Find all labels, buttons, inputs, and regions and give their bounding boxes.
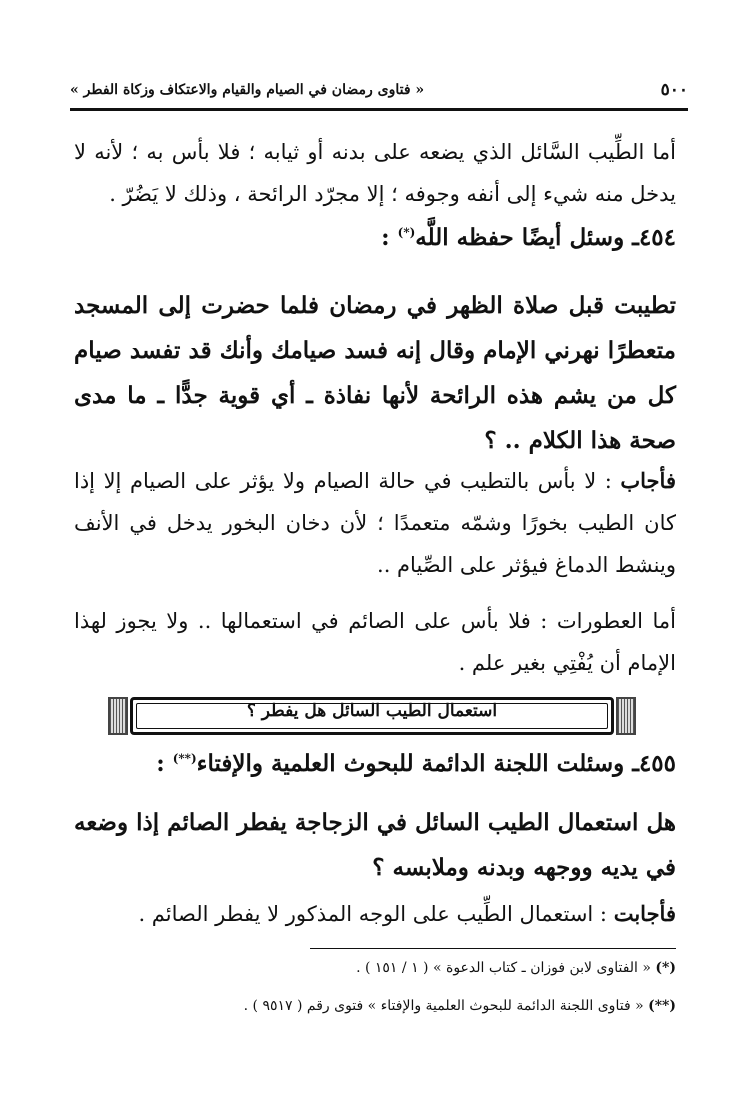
page-number: ٥٠٠ (660, 80, 688, 100)
section-banner (108, 697, 636, 731)
answer-454-text: : لا بأس بالتطيب في حالة الصيام ولا يؤثر على الصيام إلا إذا كان الطيب بخورًا وشمّه متعمدًا ؛ لأن دخان البخور يدخل في الأنف وينشط الدماغ فيؤثر على الصِّيام .. (74, 469, 676, 577)
answer-455-paragraph (74, 893, 676, 935)
footnote-ref-1[interactable]: (*) (397, 225, 416, 240)
intro-paragraph: أما الطِّيب السَّائل الذي يضعه على بدنه أو ثيابه ؛ فلا بأس به ؛ لأنه لا يدخل منه شيء إلى أنفه وجوفه ؛ إلا مجرّد الرائحة ، وذلك لا يَضُرّ . (74, 140, 676, 206)
footnote-2-marker: (**) (648, 998, 676, 1014)
question-454-text: تطيبت قبل صلاة الظهر في رمضان فلما حضرت إلى المسجد متعطرًا نهرني الإمام وقال إنه فسد صيامك وأنك قد تفسد صيام كل من يشم هذه الرائحة لأنها نفاذة ـ أي قوية جدًّا ـ ما مدى صحة هذا الكلام .. ؟ (74, 292, 676, 454)
footnote-1-marker: (*) (655, 960, 676, 976)
header-divider (70, 108, 688, 111)
footnote-2-text: « فتاوى اللجنة الدائمة للبحوث العلمية والإفتاء » فتوى رقم ( ٩٥١٧ ) . (243, 998, 644, 1014)
answer-454-lead: فأجاب (620, 468, 676, 493)
question-455-heading (156, 750, 676, 777)
answer-454-paragraph-2: أما العطورات : فلا بأس على الصائم في استعمالها .. ولا يجوز لهذا الإمام أن يُفْتِي بغير علم . (74, 609, 676, 675)
footnote-1 (356, 960, 676, 976)
question-454-colon: : (381, 224, 390, 251)
answer-454-paragraph (74, 460, 676, 586)
footnote-ref-2[interactable]: (**) (172, 751, 197, 766)
answer-455-text: : استعمال الطِّيب على الوجه المذكور لا يفطر الصائم . (138, 902, 608, 926)
footnote-divider (310, 948, 676, 949)
question-455-colon: : (156, 750, 165, 777)
question-455-number-title: ٤٥٥ـ وسئلت اللجنة الدائمة للبحوث العلمية والإفتاء (196, 750, 676, 777)
question-454-heading (381, 224, 676, 251)
running-title: « فتاوى رمضان في الصيام والقيام والاعتكاف وزكاة الفطر » (70, 82, 425, 98)
answer-455-lead: فأجابت (613, 901, 676, 926)
footnote-2 (244, 998, 676, 1014)
question-454-number-title: ٤٥٤ـ وسئل أيضًا حفظه اللَّه (415, 224, 676, 251)
page-header (70, 80, 688, 104)
question-455-text: هل استعمال الطيب السائل في الزجاجة يفطر الصائم إذا وضعه في يديه ووجهه وبدنه وملابسه ؟ (74, 809, 676, 881)
section-title: استعمال الطيب السائل هل يفطر ؟ (246, 701, 498, 721)
footnote-1-text: « الفتاوى لابن فوزان ـ كتاب الدعوة » ( ١ / ١٥١ ) . (356, 960, 651, 976)
